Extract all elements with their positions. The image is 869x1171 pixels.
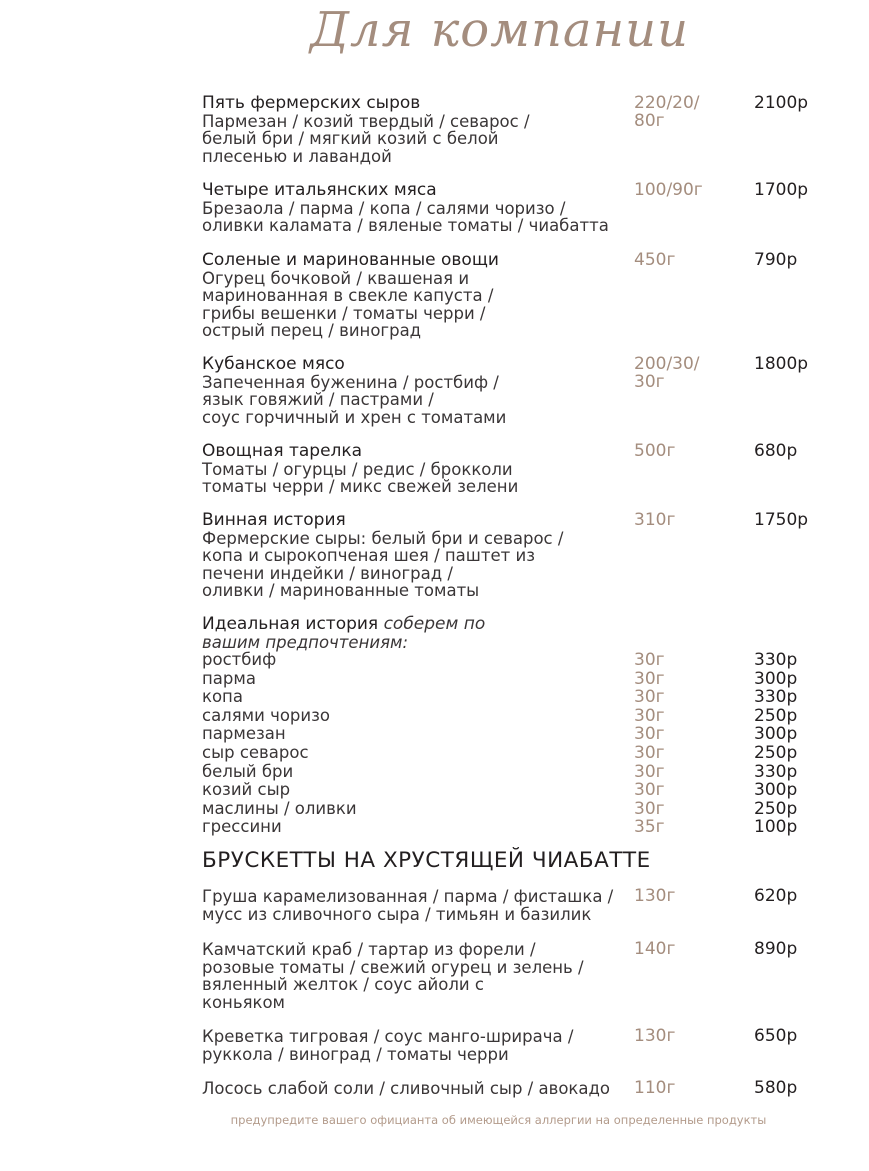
list-item-weight: 30г — [634, 705, 665, 726]
item-description: Огурец бочковой / квашеная и маринованная в свекле капуста / грибы вешенки / томаты черри / острый перец / виноград — [202, 268, 494, 340]
item-price: 580р — [754, 1078, 798, 1098]
list-item: парма — [202, 668, 256, 688]
list-item-weight: 30г — [634, 687, 665, 708]
item-name: Кубанское мясо — [202, 354, 345, 374]
item-weight: 220/20/ 80г — [634, 93, 700, 131]
list-item-price: 330р — [754, 687, 798, 708]
item-weight: 130г — [634, 1026, 676, 1046]
item-description: Пармезан / козий твердый / севарос / белый бри / мягкий козий с белой плесенью и лавандой — [202, 111, 530, 166]
item-price: 1800р — [754, 354, 809, 374]
item-weight: 110г — [634, 1078, 676, 1098]
item-price: 890р — [754, 939, 798, 959]
item-name: Соленые и маринованные овощи — [202, 250, 499, 270]
list-item: сыр севарос — [202, 742, 309, 762]
list-item-price: 250р — [754, 742, 798, 763]
list-item-price: 300р — [754, 780, 798, 801]
list-item-price: 330р — [754, 650, 798, 670]
ideal-story-weights — [634, 651, 665, 837]
item-weight: 140г — [634, 939, 676, 959]
item-description: Камчатский краб / тартар из форели / розовые томаты / свежий огурец и зелень / вяленный желток / соус айоли с коньяком — [202, 940, 584, 1012]
item-name: Четыре итальянских мяса — [202, 180, 437, 200]
item-price: 650р — [754, 1026, 798, 1046]
item-price: 2100р — [754, 93, 809, 113]
item-description: Томаты / огурцы / редис / брокколи томаты черри / микс свежей зелени — [202, 459, 519, 496]
item-weight: 450г — [634, 250, 676, 270]
item-description: Фермерские сыры: белый бри и севарос / копа и сырокопченая шея / паштет из печени индейки / виноград / оливки / маринованные томаты — [202, 528, 564, 600]
list-item: пармезан — [202, 724, 286, 744]
list-item-weight: 30г — [634, 650, 665, 670]
list-item: маслины / оливки — [202, 798, 357, 818]
item-description: Лосось слабой соли / сливочный сыр / авокадо — [202, 1079, 610, 1098]
item-description: Запеченная буженина / ростбиф / язык говяжий / пастрами / соус горчичный и хрен с томатами — [202, 372, 507, 427]
list-item-price: 250р — [754, 705, 798, 726]
list-item-weight: 30г — [634, 798, 665, 819]
ideal-story-prices — [754, 651, 797, 837]
section-heading-bruschetta: БРУСКЕТТЫ НА ХРУСТЯЩЕЙ ЧИАБАТТЕ — [202, 848, 651, 873]
list-item-weight: 30г — [634, 742, 665, 763]
list-item-weight: 30г — [634, 780, 665, 801]
item-price: 1750р — [754, 510, 809, 530]
item-name: Винная история — [202, 510, 346, 530]
list-item: ростбиф — [202, 650, 277, 669]
list-item-price: 250р — [754, 798, 798, 819]
ideal-story-title: Идеальная история соберем по — [202, 614, 486, 634]
list-item-weight: 30г — [634, 724, 665, 745]
list-item-price: 100р — [754, 817, 798, 838]
list-item-weight: 30г — [634, 761, 665, 782]
ideal-story-note: соберем по — [383, 614, 486, 634]
list-item-weight: 35г — [634, 817, 665, 838]
item-weight: 130г — [634, 886, 676, 906]
allergy-notice: предупредите вашего официанта об имеющейся аллергии на определенные продукты — [230, 1113, 767, 1127]
item-price: 620р — [754, 886, 798, 906]
item-weight: 100/90г — [634, 180, 703, 200]
item-price: 680р — [754, 441, 798, 461]
list-item: грессини — [202, 817, 282, 837]
list-item-price: 300р — [754, 668, 798, 689]
ideal-story-names — [202, 651, 357, 837]
page-title: Для компании — [310, 2, 689, 58]
item-price: 790р — [754, 250, 798, 270]
list-item: козий сыр — [202, 780, 291, 800]
item-weight: 200/30/ 30г — [634, 354, 700, 392]
ideal-story-note-line2: вашим предпочтениям: — [202, 632, 409, 652]
list-item-weight: 30г — [634, 668, 665, 689]
list-item: салями чоризо — [202, 705, 330, 725]
list-item-price: 300р — [754, 724, 798, 745]
item-name: Овощная тарелка — [202, 441, 363, 461]
item-name: Пять фермерских сыров — [202, 93, 421, 113]
item-description: Брезаола / парма / копа / салями чоризо / оливки каламата / вяленые томаты / чиабатта — [202, 198, 609, 235]
item-description: Груша карамелизованная / парма / фисташка / мусс из сливочного сыра / тимьян и базилик — [202, 887, 614, 924]
item-weight: 500г — [634, 441, 676, 461]
item-weight: 310г — [634, 510, 676, 530]
list-item-price: 330р — [754, 761, 798, 782]
list-item: копа — [202, 687, 243, 707]
list-item: белый бри — [202, 761, 294, 781]
item-price: 1700р — [754, 180, 809, 200]
item-description: Креветка тигровая / соус манго-шрирача / руккола / виноград / томаты черри — [202, 1027, 574, 1064]
